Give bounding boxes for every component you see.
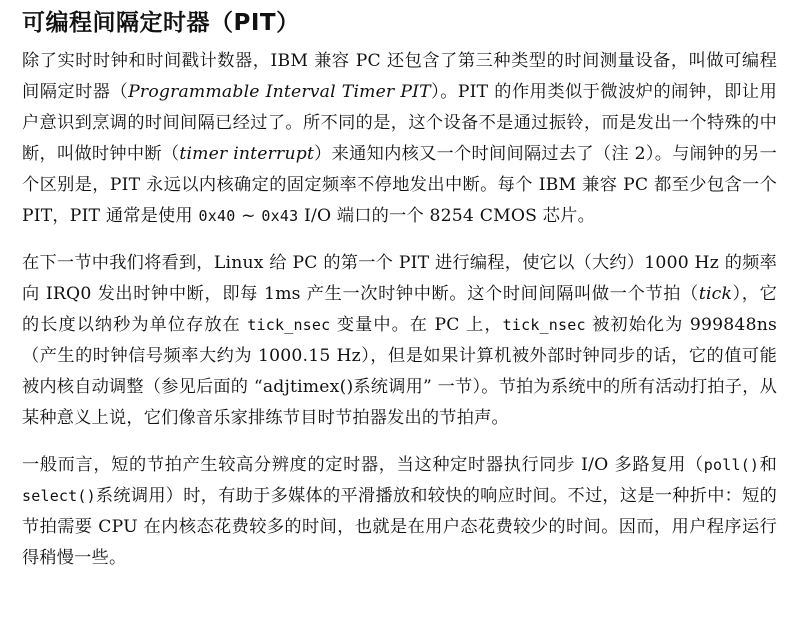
p1-text-i: I/O 端口的一个 8254 CMOS 芯片。 (298, 206, 595, 226)
p2-code-tick-nsec-1: tick_nsec (247, 316, 331, 334)
p2-text-c: ），它的长度以纳秒为单位存放在 (22, 284, 777, 335)
p3-text-e: 系统调用）时，有助于多媒体的平滑播放和较快的响应时间。不过，这是一种折中：短的节拍需要 CPU 在内核态花费较多的时间，也就是在用户态花费较少的时间。因而，用户程序运行得稍慢一些。 (22, 486, 777, 568)
p1-text-e: ）来通知内核又一个时间间隔过去了（注 2）。与闹钟的另一个区别是，PIT 永远以内核确定的固定频率不停地发出中断。每个 IBM 兼容 PC 都至少包含一个 PIT，PIT 通常是使用 (22, 144, 777, 226)
p1-code-port-start: 0x40 (198, 207, 236, 225)
p1-text-g: ~ (235, 206, 262, 226)
p1-term-pit: Programmable Interval Timer PIT (128, 82, 431, 102)
p1-text-c: ）。PIT 的作用类似于微波炉的闹钟，即让用户意识到烹调的时间间隔已经过了。所不同的是，这个设备不是通过振铃，而是发出一个特殊的中断，叫做时钟中断（ (22, 82, 777, 164)
p3-code-select: select() (22, 487, 96, 505)
p3-code-poll: poll() (703, 456, 760, 474)
p2-text-g: 被初始化为 999848ns（产生的时钟信号频率大约为 1000.15 Hz），但是如果计算机被外部时钟同步的话，它的值可能被内核自动调整（参见后面的 “adjtimex()系统调用” 一节）。节拍为系统中的所有活动打拍子，从某种意义上说，它们像音乐家排练节目时节拍器发出的节拍声。 (22, 315, 777, 428)
p3-text-a: 一般而言，短的节拍产生较高分辨度的定时器，当这种定时器执行同步 I/O 多路复用（ (22, 455, 704, 475)
p2-term-tick: tick (698, 284, 733, 304)
p1-term-timer-interrupt: timer interrupt (179, 144, 315, 164)
p2-text-a: 在下一节中我们将看到，Linux 给 PC 的第一个 PIT 进行编程，使它以（大约）1000 Hz 的频率向 IRQ0 发出时钟中断，即每 1ms 产生一次时钟中断。这个时间间隔叫做一个节拍（ (22, 253, 777, 304)
p2-text-e: 变量中。在 PC 上， (330, 315, 503, 335)
paragraph-1 (22, 46, 777, 232)
paragraph-2 (22, 248, 777, 434)
paragraph-3 (22, 450, 777, 574)
section-title: 可编程间隔定时器（PIT） (22, 10, 300, 36)
p3-text-c: 和 (759, 455, 777, 475)
p1-code-port-end: 0x43 (261, 207, 299, 225)
p2-code-tick-nsec-2: tick_nsec (502, 316, 586, 334)
p1-text-a: 除了实时时钟和时间戳计数器，IBM 兼容 PC 还包含了第三种类型的时间测量设备，叫做可编程间隔定时器（ (22, 51, 777, 102)
